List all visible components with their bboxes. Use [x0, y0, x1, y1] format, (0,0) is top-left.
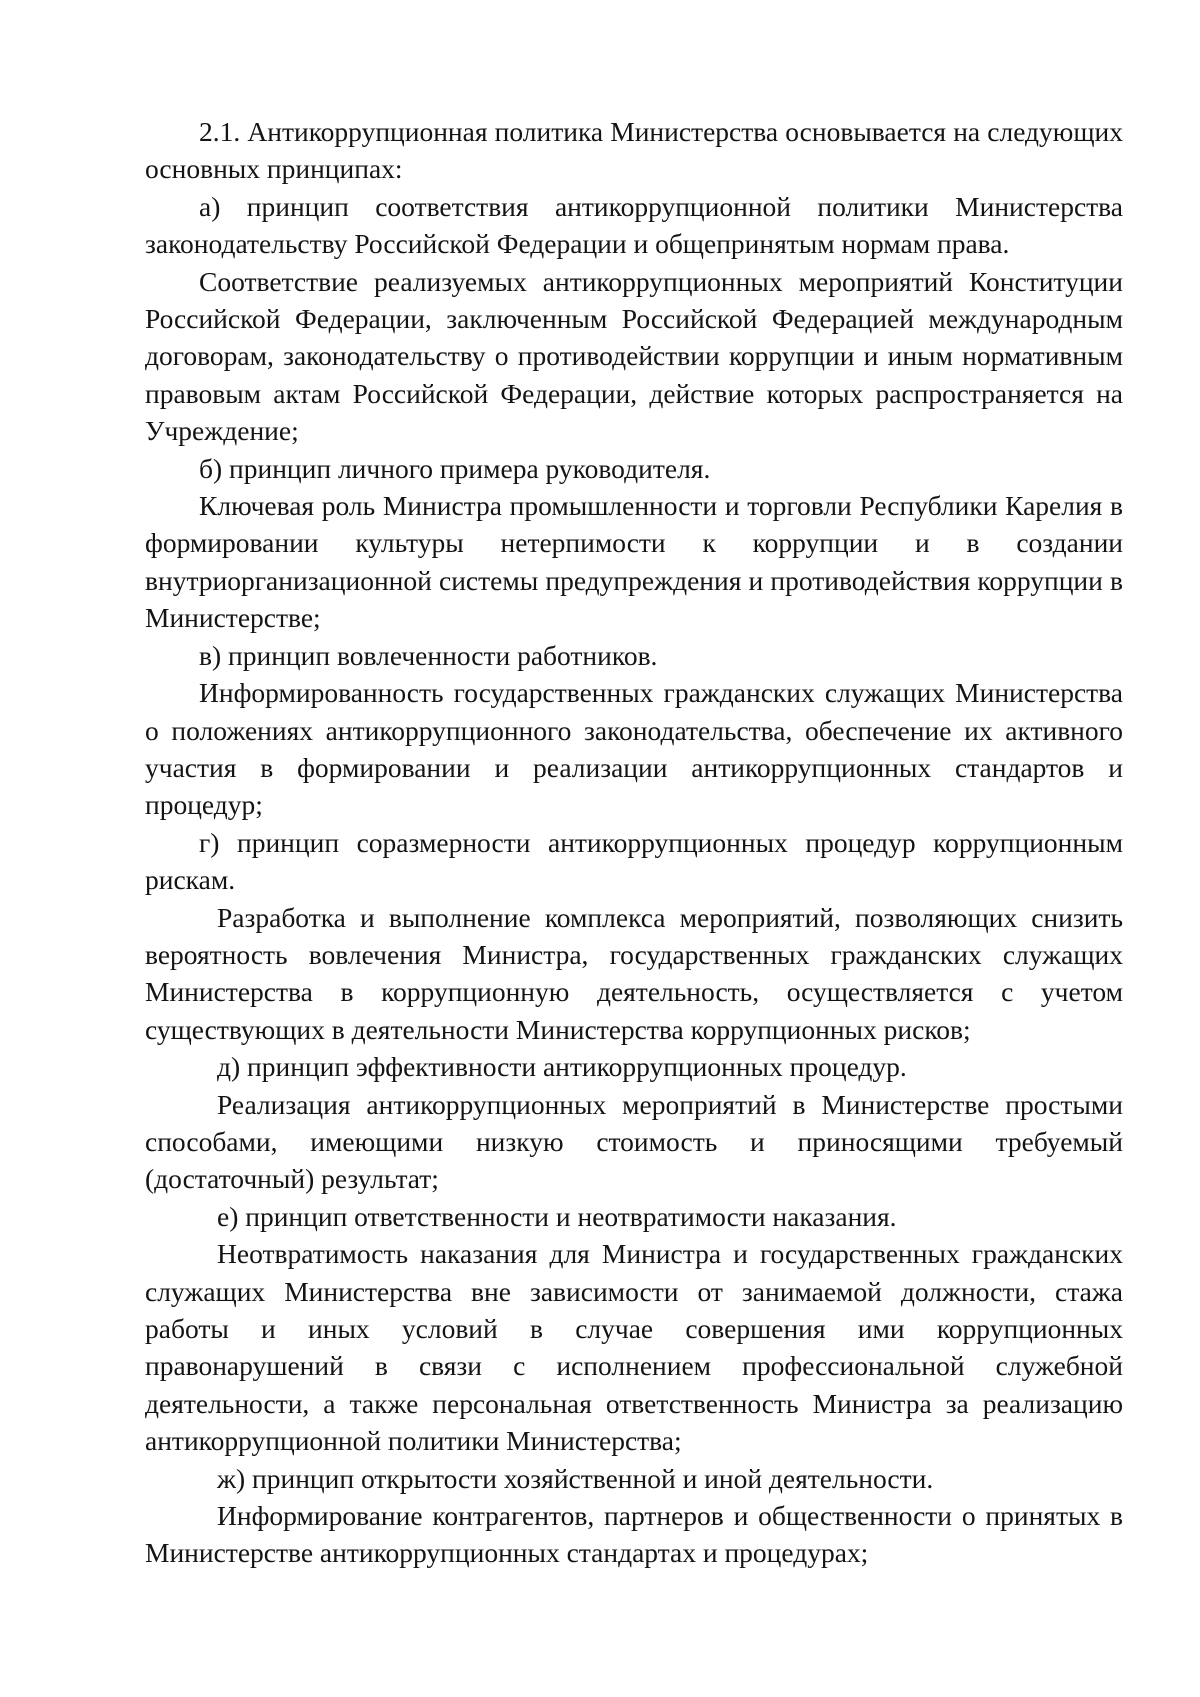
paragraph-principle-e-text: Неотвратимость наказания для Министра и государственных гражданских служащих Министерства вне зависимости от занимаемой должности, стажа работы и иных условий в случае совершения ими коррупционных правонарушений в связи с исполнением профессиональной служебной деятельности, а также персональная ответственность Министра за реализацию антикоррупционной политики Министерства;	[145, 1238, 1123, 1457]
paragraph-principle-e: е) принцип ответственности и неотвратимости наказания.	[217, 1200, 897, 1232]
paragraph-principle-a: а) принцип соответствия антикоррупционной политики Министерства законодательству Российской Федерации и общепринятым нормам права.	[145, 190, 1123, 260]
paragraph-principle-g-text: Разработка и выполнение комплекса мероприятий, позволяющих снизить вероятность вовлечения Министра, государственных гражданских служащих Министерства в коррупционную деятельность, осуществляется с учетом существующих в деятельности Министерства коррупционных рисков;	[145, 901, 1123, 1045]
paragraph-2-1-intro: 2.1. Антикоррупционная политика Министерства основывается на следующих основных принципах:	[145, 116, 1123, 185]
paragraph-principle-d-text: Реализация антикоррупционных мероприятий в Министерстве простыми способами, имеющими низкую стоимость и приносящими требуемый (достаточный) результат;	[145, 1088, 1123, 1195]
paragraph-principle-v-text: Информированность государственных гражданских служащих Министерства о положениях антикоррупционного законодательства, обеспечение их активного участия в формировании и реализации антикоррупционных стандартов и процедур;	[145, 677, 1123, 821]
document-body	[145, 113, 1123, 1572]
paragraph-principle-v: в) принцип вовлеченности работников.	[199, 639, 658, 671]
paragraph-principle-d: д) принцип эффективности антикоррупционных процедур.	[217, 1051, 907, 1083]
paragraph-principle-b-text: Ключевая роль Министра промышленности и торговли Республики Карелия в формировании культуры нетерпимости к коррупции и в создании внутриорганизационной системы предупреждения и противодействия коррупции в Министерстве;	[145, 490, 1123, 634]
paragraph-principle-zh: ж) принцип открытости хозяйственной и иной деятельности.	[217, 1462, 934, 1494]
paragraph-principle-g: г) принцип соразмерности антикоррупционных процедур коррупционным рискам.	[145, 826, 1123, 896]
paragraph-principle-b: б) принцип личного примера руководителя.	[199, 452, 711, 484]
paragraph-principle-zh-text: Информирование контрагентов, партнеров и общественности о принятых в Министерстве антикоррупционных стандартах и процедурах;	[145, 1500, 1123, 1569]
paragraph-principle-a-text: Соответствие реализуемых антикоррупционных мероприятий Конституции Российской Федерации, заключенным Российской Федерацией международным договорам, законодательству о противодействии коррупции и иным нормативным правовым актам Российской Федерации, действие которых распространяется на Учреждение;	[145, 265, 1123, 447]
